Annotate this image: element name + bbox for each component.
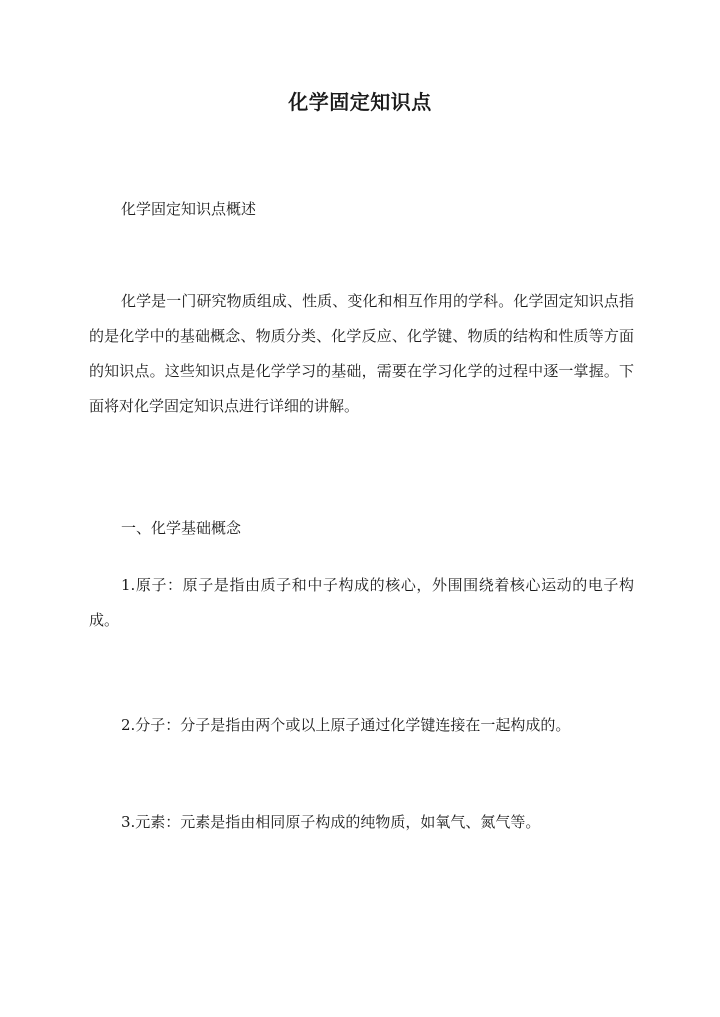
intro-paragraph: 化学是一门研究物质组成、性质、变化和相互作用的学科。化学固定知识点指的是化学中的基础概念、物质分类、化学反应、化学键、物质的结构和性质等方面的知识点。这些知识点是化学学习的基础，需要在学习化学的过程中逐一掌握。下面将对化学固定知识点进行详细的讲解。	[89, 292, 634, 415]
section-heading-basic-concepts: 一、化学基础概念	[121, 519, 242, 537]
document-title: 化学固定知识点	[288, 90, 432, 114]
overview-paragraph: 化学固定知识点概述	[121, 200, 257, 218]
atom-definition-paragraph: 1.原子：原子是指由质子和中子构成的核心，外围围绕着核心运动的电子构成。	[89, 576, 634, 629]
element-definition-paragraph: 3.元素：元素是指由相同原子构成的纯物质，如氧气、氮气等。	[121, 813, 541, 831]
molecule-definition-paragraph: 2.分子：分子是指由两个或以上原子通过化学键连接在一起构成的。	[121, 716, 571, 734]
